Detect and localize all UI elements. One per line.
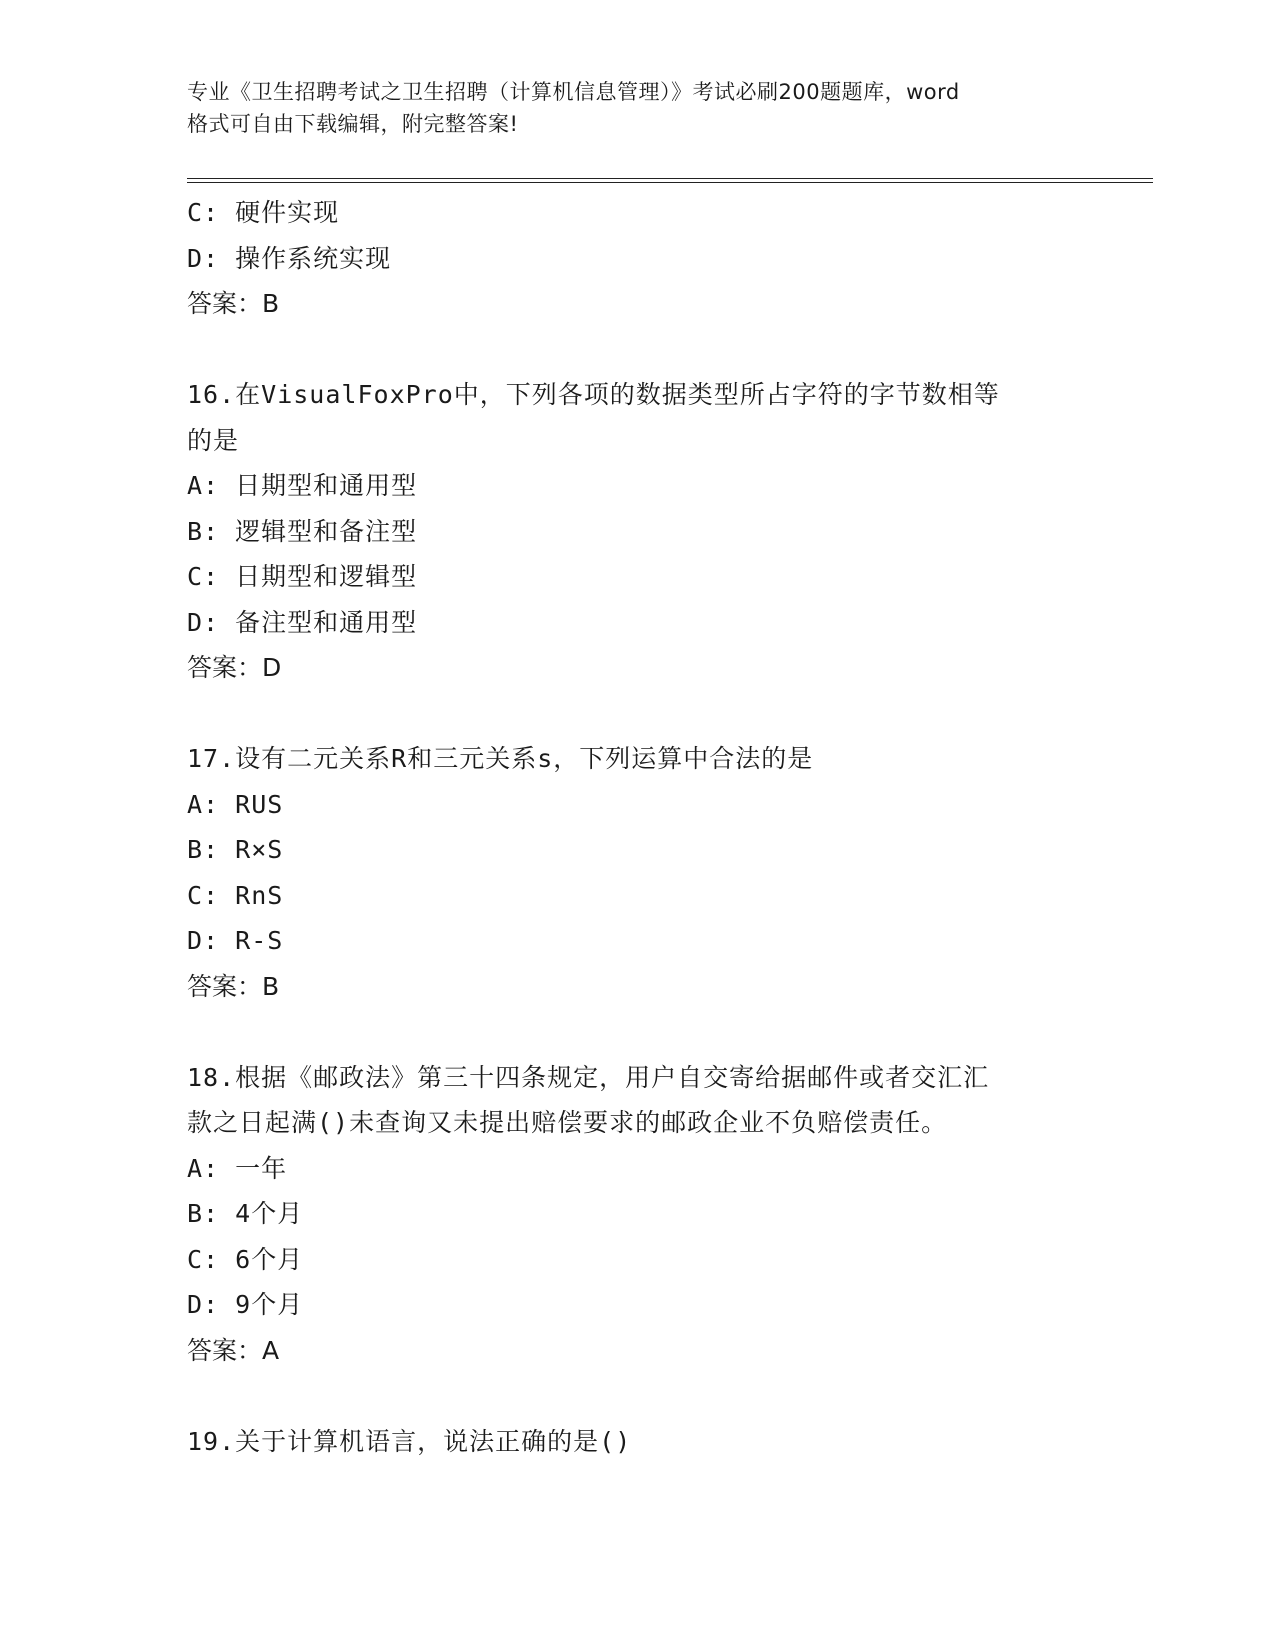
q18-option-c: C: 6个月 bbox=[187, 1244, 304, 1274]
question-17 bbox=[187, 736, 1087, 1009]
header-divider bbox=[187, 178, 1153, 183]
q17-option-d: D: R-S bbox=[187, 926, 284, 955]
q16-option-a: A: 日期型和通用型 bbox=[187, 471, 418, 500]
spacer bbox=[187, 1009, 1087, 1055]
spacer bbox=[187, 327, 1087, 373]
q18-option-d: D: 9个月 bbox=[187, 1290, 304, 1319]
q15-option-d: D: 操作系统实现 bbox=[187, 243, 392, 273]
q16-option-b: B: 逻辑型和备注型 bbox=[187, 516, 418, 546]
q16-stem-line-1: 16.在VisualFoxPro中，下列各项的数据类型所占字符的字节数相等 bbox=[187, 380, 1000, 409]
q17-option-b: B: R×S bbox=[187, 835, 284, 864]
q17-option-c: C: RnS bbox=[187, 880, 284, 910]
q17-answer: 答案：B bbox=[187, 971, 280, 1001]
q18-option-b: B: 4个月 bbox=[187, 1199, 304, 1228]
q15-answer: 答案：B bbox=[187, 289, 280, 318]
q15-option-c: C: 硬件实现 bbox=[187, 198, 340, 227]
question-19 bbox=[187, 1419, 1087, 1465]
question-15 bbox=[187, 190, 1087, 327]
question-18 bbox=[187, 1055, 1087, 1374]
q17-option-a: A: RUS bbox=[187, 789, 284, 819]
question-16 bbox=[187, 372, 1087, 691]
q18-stem-line-2: 款之日起满()未查询又未提出赔偿要求的邮政企业不负赔偿责任。 bbox=[187, 1108, 948, 1137]
spacer bbox=[187, 691, 1087, 737]
document-header bbox=[187, 76, 1087, 140]
document-page bbox=[187, 0, 1147, 1650]
q18-stem-line-1: 18.根据《邮政法》第三十四条规定，用户自交寄给据邮件或者交汇汇 bbox=[187, 1062, 990, 1092]
q18-option-a: A: 一年 bbox=[187, 1153, 288, 1183]
q18-answer: 答案：A bbox=[187, 1335, 280, 1365]
question-list bbox=[187, 190, 1087, 1464]
q17-stem: 17.设有二元关系R和三元关系s，下列运算中合法的是 bbox=[187, 744, 814, 773]
q16-answer: 答案：D bbox=[187, 653, 282, 682]
header-line-2: 格式可自由下载编辑，附完整答案! bbox=[187, 112, 519, 136]
header-line-1: 专业《卫生招聘考试之卫生招聘（计算机信息管理）》考试必刷200题题库，word bbox=[187, 80, 960, 104]
q16-option-d: D: 备注型和通用型 bbox=[187, 607, 418, 637]
spacer bbox=[187, 1373, 1087, 1419]
q19-stem: 19.关于计算机语言，说法正确的是() bbox=[187, 1426, 632, 1456]
q16-stem-line-2: 的是 bbox=[187, 425, 240, 455]
q16-option-c: C: 日期型和逻辑型 bbox=[187, 562, 418, 591]
